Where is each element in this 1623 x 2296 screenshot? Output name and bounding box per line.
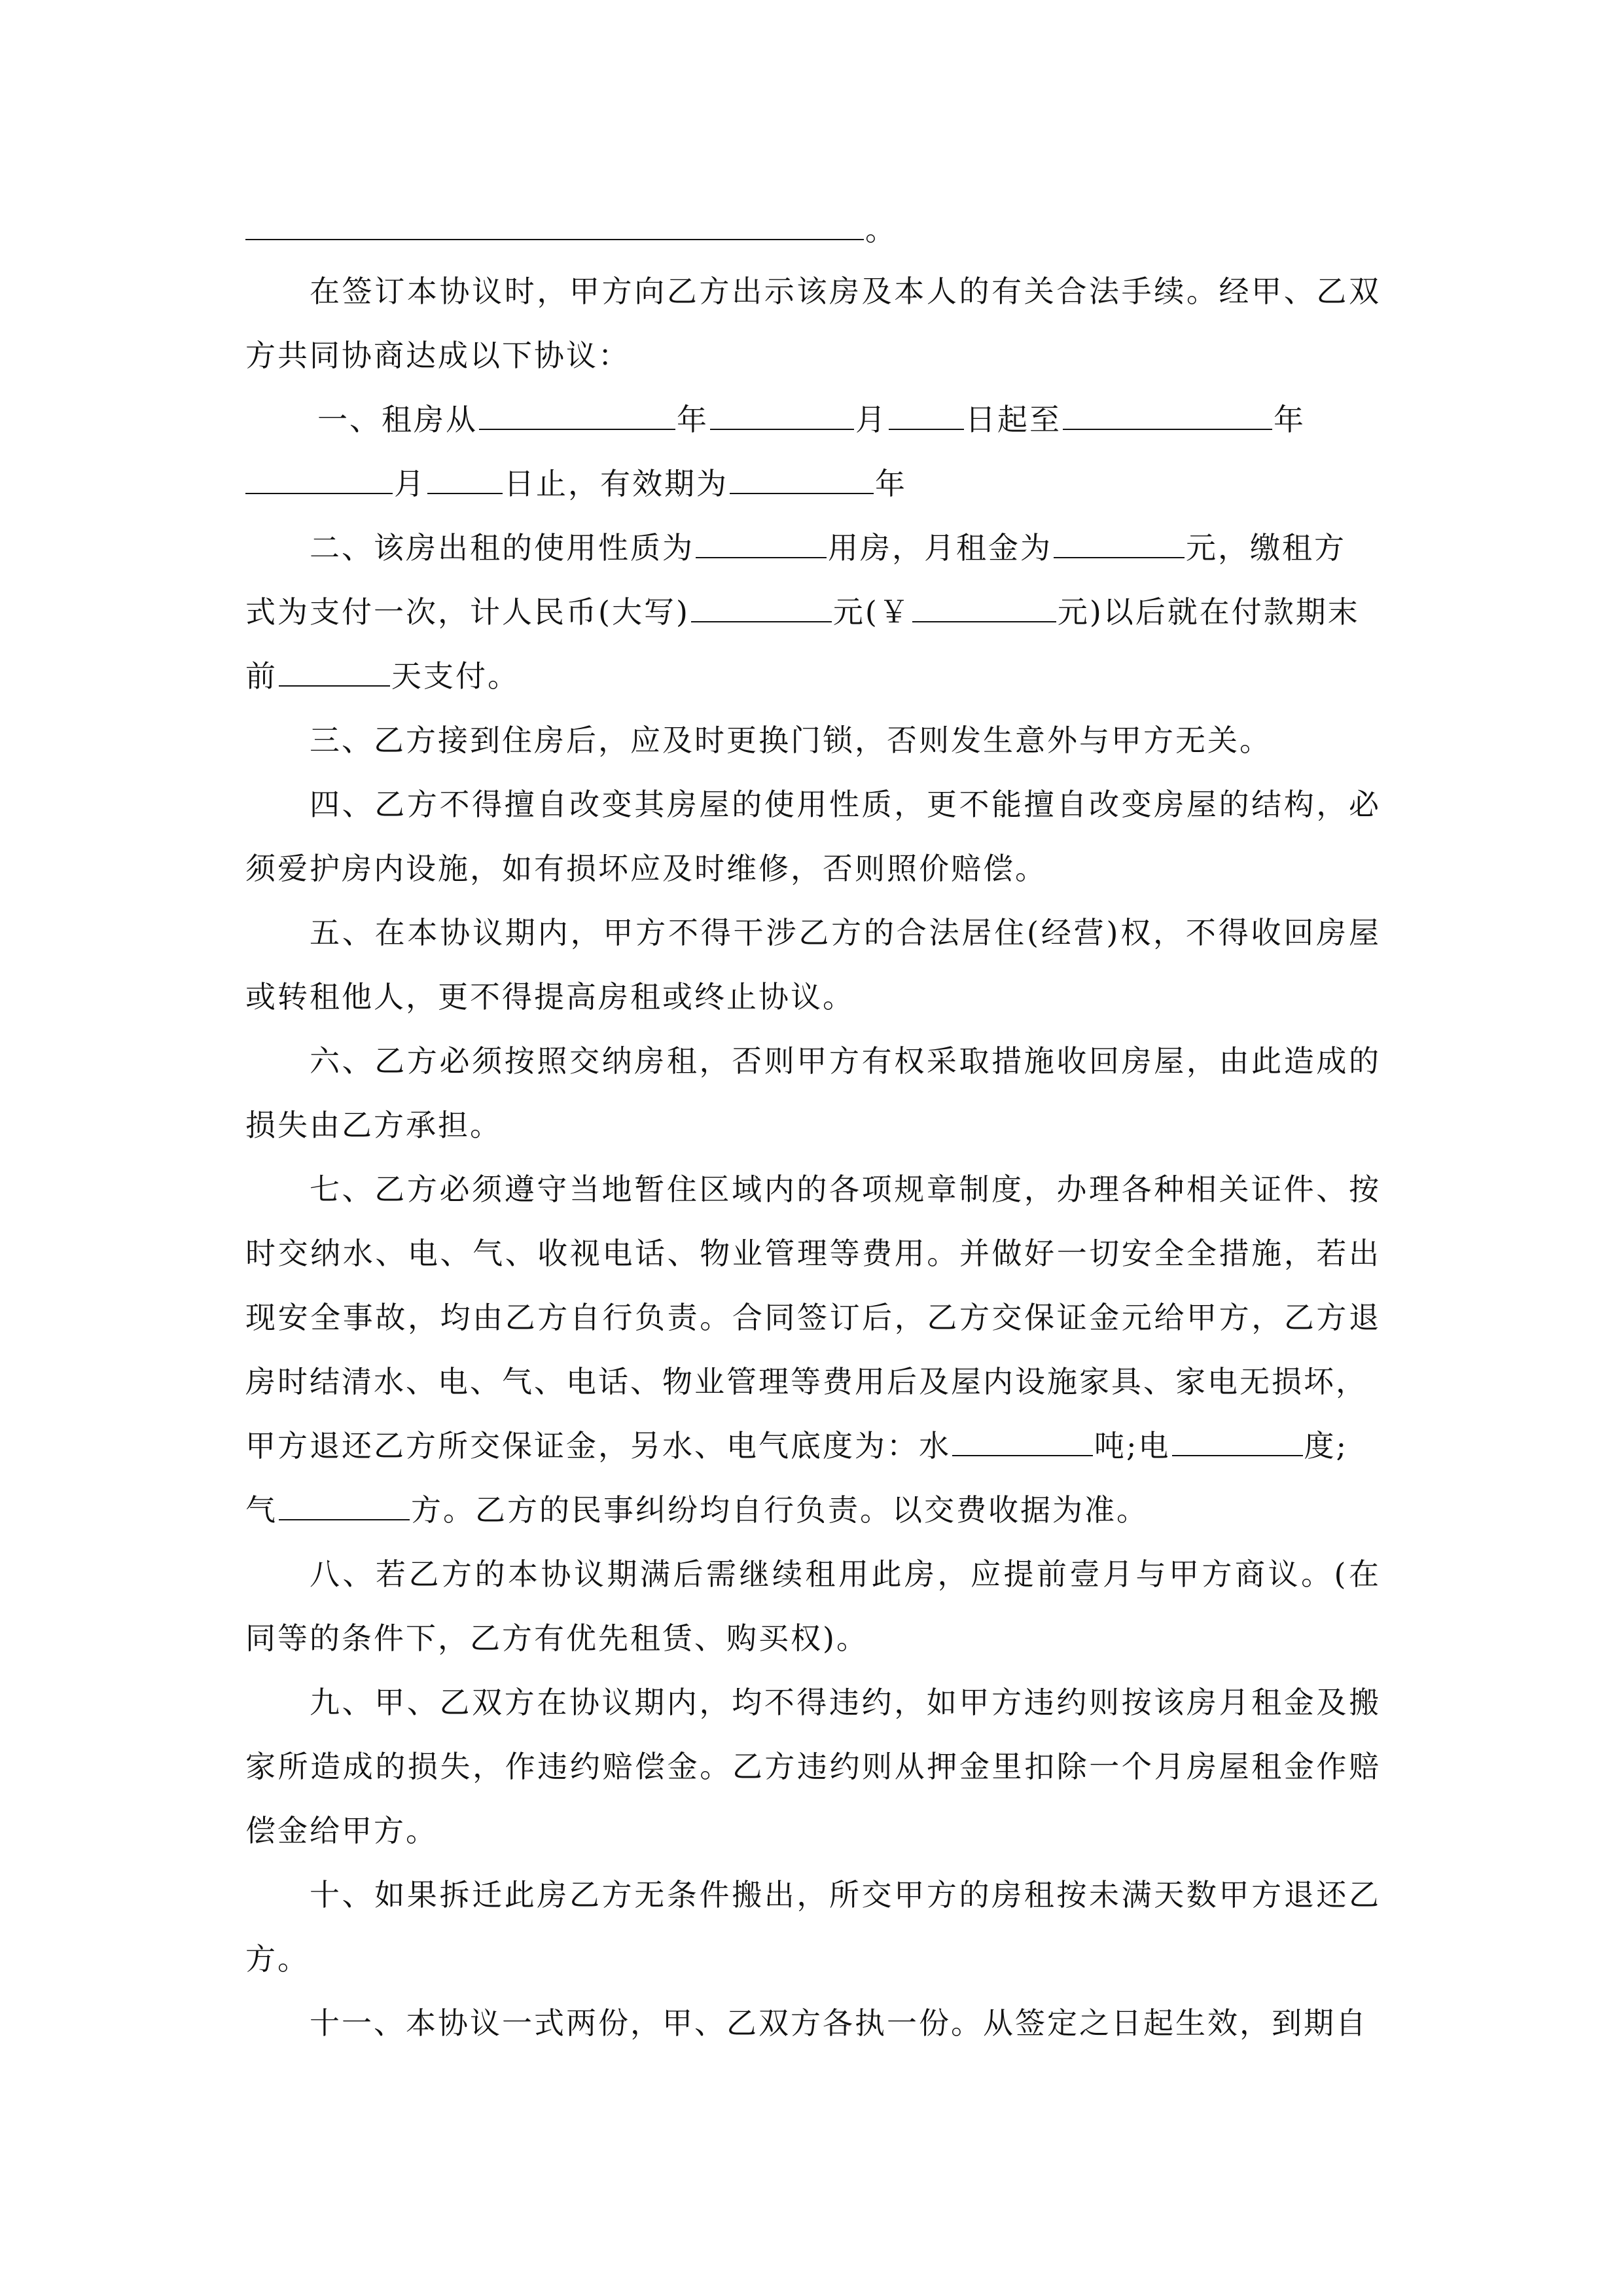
clause-2-text: 用房，月租金为 xyxy=(828,530,1052,565)
clause-1-text: 日起至 xyxy=(965,402,1061,437)
clause-2-text: 天支付。 xyxy=(391,658,520,694)
clause-7-line-5 xyxy=(245,1414,1381,1478)
blank-field xyxy=(952,1417,1093,1456)
clause-2-text: 元)以后就在付款期末 xyxy=(1057,594,1360,630)
clause-7-line-6 xyxy=(245,1478,1381,1542)
blank-field xyxy=(710,391,854,430)
clause-7-text: 甲方退还乙方所交保证金，另水、电气底度为：水 xyxy=(245,1428,951,1463)
clause-6: 六、乙方必须按照交纳房租，否则甲方有权采取措施收回房屋，由此造成的损失由乙方承担。 xyxy=(245,1043,1381,1143)
clause-1-text: 日止，有效期为 xyxy=(504,466,728,501)
top-blank-line xyxy=(245,198,1381,262)
blank-field xyxy=(1172,1417,1303,1456)
clause-11: 十一、本协议一式两份，甲、乙双方各执一份。从签定之日起生效，到期自 xyxy=(310,2005,1368,2041)
clause-4: 四、乙方不得擅自改变其房屋的使用性质，更不能擅自改变房屋的结构，必须爱护房内设施，如有损坏应及时维修，否则照价赔偿。 xyxy=(245,787,1381,886)
clause-1-text: 一、租房从 xyxy=(317,402,478,437)
blank-field xyxy=(479,391,675,430)
clause-2-text: 二、该房出租的使用性质为 xyxy=(310,530,694,565)
clause-7-text: 吨;电 xyxy=(1094,1428,1171,1463)
clause-7-text: 方。乙方的民事纠纷均自行负责。以交费收据为准。 xyxy=(411,1492,1149,1528)
clause-10: 十、如果拆迁此房乙方无条件搬出，所交甲方的房租按未满天数甲方退还乙方。 xyxy=(245,1877,1381,1977)
clause-1-text: 年 xyxy=(1274,402,1306,437)
clause-5: 五、在本协议期内，甲方不得干涉乙方的合法居住(经营)权，不得收回房屋或转租他人，更不得提高房租或终止协议。 xyxy=(245,915,1381,1014)
clause-2-text: 元，缴租方 xyxy=(1186,530,1346,565)
clause-1-text: 年 xyxy=(875,466,907,501)
clause-2-line-2 xyxy=(245,580,1381,644)
blank-field xyxy=(245,455,393,494)
clause-2-text: 式为支付一次，计人民币(大写) xyxy=(245,594,690,630)
clause-3: 三、乙方接到住房后，应及时更换门锁，否则发生意外与甲方无关。 xyxy=(310,723,1272,758)
clause-9: 九、甲、乙双方在协议期内，均不得违约，如甲方违约则按该房月租金及搬家所造成的损失，作违约赔偿金。乙方违约则从押金里扣除一个月房屋租金作赔偿金给甲方。 xyxy=(245,1685,1381,1848)
clause-2-line-3 xyxy=(245,644,1381,708)
blank-field xyxy=(912,583,1056,622)
clause-2-text: 元(￥ xyxy=(832,594,911,630)
clause-7-text: 气 xyxy=(245,1492,277,1528)
clause-1-text: 月 xyxy=(394,466,426,501)
intro-paragraph: 在签订本协议时，甲方向乙方出示该房及本人的有关合法手续。经甲、乙双方共同协商达成以下协议： xyxy=(245,274,1381,373)
clause-1-line-1 xyxy=(245,387,1453,452)
blank-field xyxy=(1054,519,1185,558)
top-line-period: 。 xyxy=(865,212,897,247)
clause-1-text: 月 xyxy=(855,402,887,437)
blank-field xyxy=(696,519,827,558)
blank-field xyxy=(889,391,964,430)
clause-1-line-2 xyxy=(245,452,1381,516)
blank-field xyxy=(279,1481,410,1520)
blank-field xyxy=(691,583,832,622)
clause-7-text: 度; xyxy=(1304,1428,1348,1463)
clause-7: 七、乙方必须遵守当地暂住区域内的各项规章制度，办理各种相关证件、按时交纳水、电、气、收视电话、物业管理等费用。并做好一切安全全措施，若出现安全事故，均由乙方自行负责。合同签订后，乙方交保证金元给甲方，乙方退房时结清水、电、气、电话、物业管理等费用后及屋内设施家具、家电无损坏， xyxy=(245,1172,1381,1399)
clause-8: 八、若乙方的本协议期满后需继续租用此房，应提前壹月与甲方商议。(在同等的条件下，乙方有优先租赁、购买权)。 xyxy=(245,1556,1381,1656)
clause-2-text: 前 xyxy=(245,658,277,694)
blank-field xyxy=(245,201,864,240)
blank-field xyxy=(1063,391,1272,430)
blank-field xyxy=(427,455,503,494)
blank-field xyxy=(730,455,874,494)
blank-field xyxy=(279,647,390,687)
clause-1-text: 年 xyxy=(677,402,709,437)
clause-2-line-1 xyxy=(245,516,1381,580)
